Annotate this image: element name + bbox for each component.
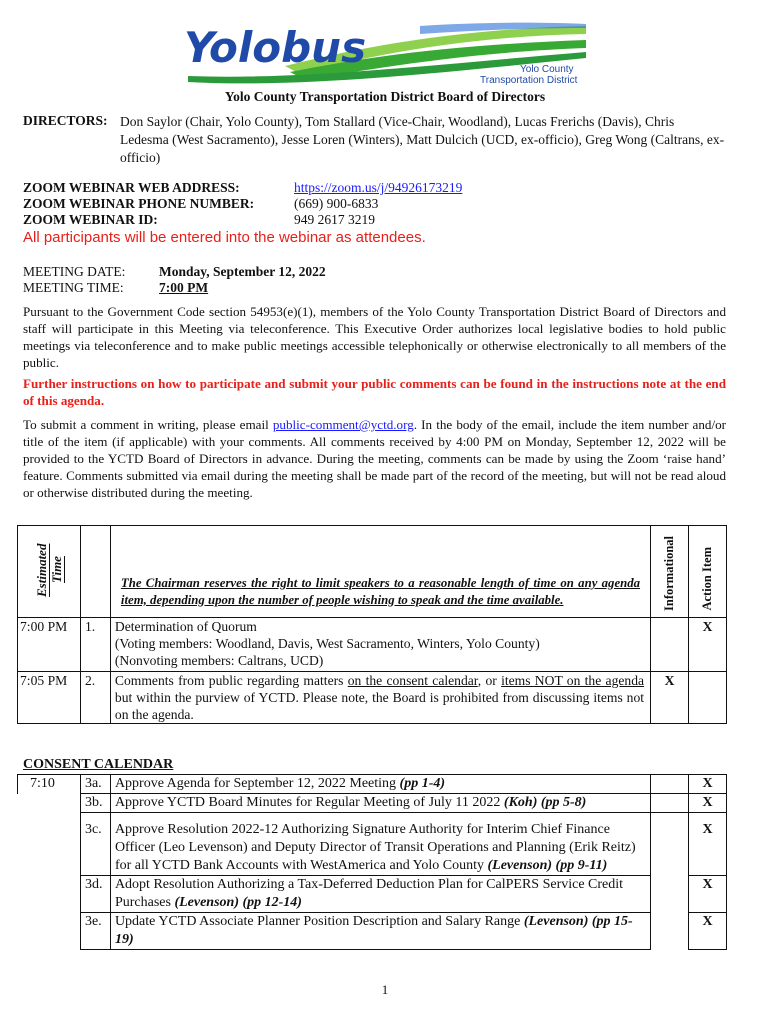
zoom-id-value: 949 2617 3219: [294, 212, 375, 227]
agenda-row: [18, 618, 727, 672]
consent-item-ref: (Koh) (pp 5-8): [503, 795, 587, 810]
zoom-web-link[interactable]: https://zoom.us/j/94926173219: [294, 180, 463, 195]
action-item-header: [689, 526, 727, 618]
yolobus-logo: [180, 22, 590, 88]
directors-line: Don Saylor (Chair, Yolo County), Tom Stallard (Vice-Chair, Woodland), Lucas Frerichs (Davis), Chris: [120, 114, 675, 129]
consent-description: [110, 875, 650, 912]
agenda-row: [18, 672, 727, 724]
consent-number: 3d.: [80, 875, 110, 912]
directors-list: [120, 113, 750, 167]
public-comment-text: , or: [477, 673, 502, 688]
consent-action: X: [689, 875, 727, 912]
consent-number: 3a.: [80, 775, 110, 794]
consent-number: 3b.: [80, 794, 110, 813]
consent-time-empty: [18, 794, 81, 813]
consent-time: 7:10: [18, 775, 81, 794]
consent-row: [18, 821, 727, 876]
consent-row: [18, 912, 727, 949]
row-time: 7:00 PM: [18, 618, 81, 672]
consent-row: [18, 875, 727, 912]
consent-action: X: [689, 775, 727, 794]
consent-number: 3e.: [80, 912, 110, 949]
consent-description: [110, 821, 650, 876]
consent-time-empty: [18, 912, 81, 949]
action-item-label: Action Item: [700, 547, 714, 611]
consent-description: [110, 775, 650, 794]
consent-informational: [651, 821, 689, 876]
chairman-note-cell: [110, 526, 650, 618]
consent-item-ref: (Levenson) (pp 12-14): [174, 894, 302, 910]
meeting-time-value: 7:00 PM: [159, 280, 209, 295]
logo-sub2-text: Transportation District: [480, 75, 578, 86]
zoom-id-label: ZOOM WEBINAR ID:: [23, 212, 158, 227]
consent-action: X: [689, 821, 727, 876]
instructions-note: Further instructions on how to participate and submit your public comments can be found in the instructions note at the end of this agenda.: [23, 376, 726, 408]
logo-brand-text: Yolobus: [184, 23, 367, 72]
meeting-labels: [23, 264, 125, 296]
row-action: [689, 672, 727, 724]
consent-item-text: Approve YCTD Board Minutes for Regular Meeting of July 11 2022: [114, 795, 504, 810]
consent-row: [18, 794, 727, 813]
row-number: 2.: [80, 672, 110, 724]
consent-item-ref: (Levenson) (pp 9-11): [487, 857, 608, 873]
informational-header: [651, 526, 689, 618]
page-heading: Yolo County Transportation District Board of Directors: [224, 89, 546, 104]
consent-action: X: [689, 912, 727, 949]
consent-description: [110, 794, 650, 813]
consent-informational: [651, 875, 689, 912]
meeting-date-label: MEETING DATE:: [23, 264, 126, 279]
row-informational: X: [651, 672, 689, 724]
directors-label: DIRECTORS:: [23, 113, 108, 128]
zoom-labels: [23, 180, 254, 228]
meeting-time-label: MEETING TIME:: [23, 280, 124, 295]
zoom-values: [294, 180, 462, 228]
row-time: 7:05 PM: [18, 672, 81, 724]
consent-calendar-underlined: on the consent calendar: [347, 673, 478, 688]
comment-text-before: To submit a comment in writing, please email: [23, 417, 273, 432]
agenda-table: [17, 525, 727, 724]
consent-informational: [651, 775, 689, 794]
meeting-values: [159, 264, 326, 296]
estimated-time-header: [18, 526, 81, 618]
logo-sub1-text: Yolo County: [520, 64, 574, 75]
public-comment-text: Comments from public regarding matters: [114, 673, 348, 688]
public-comment-text: but within the purview of YCTD. Please note, the Board is prohibited from discussing items not on the agenda.: [114, 690, 645, 722]
consent-spacer-row: [18, 813, 727, 821]
consent-item-ref: (Levenson) (pp 15-19): [114, 913, 633, 947]
consent-item-text: Approve Agenda for September 12, 2022 Meeting: [114, 776, 400, 791]
comment-text-after: . In the body of the email, include the item number and/or title of the item (if applicable) with your comments. All comments received by 4:00 PM on Monday, September 12, 2022 will be provided to the YCTD Board of Directors in advance. During the meeting, comments can be made by using the Zoom ‘raise hand’ feature. Comments submitted via email during the meeting shall be made part of the record of the meeting, but will not be read aloud or otherwise distributed during the meeting.: [23, 417, 726, 500]
number-header: [80, 526, 110, 618]
zoom-phone-value: (669) 900-6833: [294, 196, 379, 211]
row-description: [110, 618, 650, 672]
row-action: X: [689, 618, 727, 672]
consent-description: [110, 912, 650, 949]
attendee-note: All participants will be entered into the webinar as attendees.: [23, 229, 426, 246]
consent-action: X: [689, 794, 727, 813]
chairman-note: The Chairman reserves the right to limit speakers to a reasonable length of time on any agenda item, depending upon the number of people wishing to speak and the time available.: [120, 576, 641, 607]
consent-item-text: Update YCTD Associate Planner Position Description and Salary Range: [114, 913, 524, 929]
consent-item-ref: (pp 1-4): [399, 776, 446, 791]
items-not-on-agenda-underlined: items NOT on the agenda: [501, 673, 645, 688]
meeting-date-value: Monday, September 12, 2022: [159, 264, 326, 279]
comment-paragraph: [23, 416, 726, 501]
agenda-header-row: [18, 526, 727, 618]
consent-informational: [651, 794, 689, 813]
consent-item-text: Approve Resolution 2022-12 Authorizing Signature Authority for Interim Chief Finance Officer (Leo Levenson) and Deputy Director of Transit Operations and Planning (Erik Reitz) for all YCTD Bank Accounts with WestAmerica and Yolo County: [114, 821, 636, 873]
row-informational: [651, 618, 689, 672]
zoom-web-label: ZOOM WEBINAR WEB ADDRESS:: [23, 180, 240, 195]
government-code-paragraph: Pursuant to the Government Code section 54953(e)(1), members of the Yolo County Transportation District Board of Directors and staff will participate in this Meeting via teleconference. This Executive Order authorizes local legislative bodies to hold public meetings via teleconference and to make public meetings accessible telephonically or otherwise electronically to all members of the public.: [23, 304, 726, 370]
consent-table: [17, 774, 727, 950]
consent-informational: [651, 912, 689, 949]
voting-members: (Voting members: Woodland, Davis, West Sacramento, Winters, Yolo County): [114, 636, 540, 651]
quorum-title: Determination of Quorum: [114, 619, 257, 634]
directors-line: officio): [120, 150, 161, 165]
row-description: [110, 672, 650, 724]
consent-row: [18, 775, 727, 794]
consent-item-text: Adopt Resolution Authorizing a Tax-Deferred Deduction Plan for CalPERS Service Credit Purchases: [114, 876, 624, 910]
consent-calendar-heading: CONSENT CALENDAR: [23, 757, 174, 772]
consent-number: 3c.: [80, 821, 110, 876]
comment-email-link[interactable]: public-comment@yctd.org: [272, 417, 414, 432]
directors-line: Ledesma (West Sacramento), Jesse Loren (Winters), Matt Dulcich (UCD, ex-officio), Greg Wong (Caltrans, ex-: [120, 132, 725, 147]
zoom-phone-label: ZOOM WEBINAR PHONE NUMBER:: [23, 196, 255, 211]
page-number: 1: [381, 982, 389, 997]
row-number: 1.: [80, 618, 110, 672]
nonvoting-members: (Nonvoting members: Caltrans, UCD): [114, 653, 324, 668]
consent-time-empty: [18, 875, 81, 912]
consent-time-empty: [18, 821, 81, 876]
estimated-time-label: Estimated Time: [33, 542, 64, 597]
informational-label: Informational: [662, 536, 677, 611]
